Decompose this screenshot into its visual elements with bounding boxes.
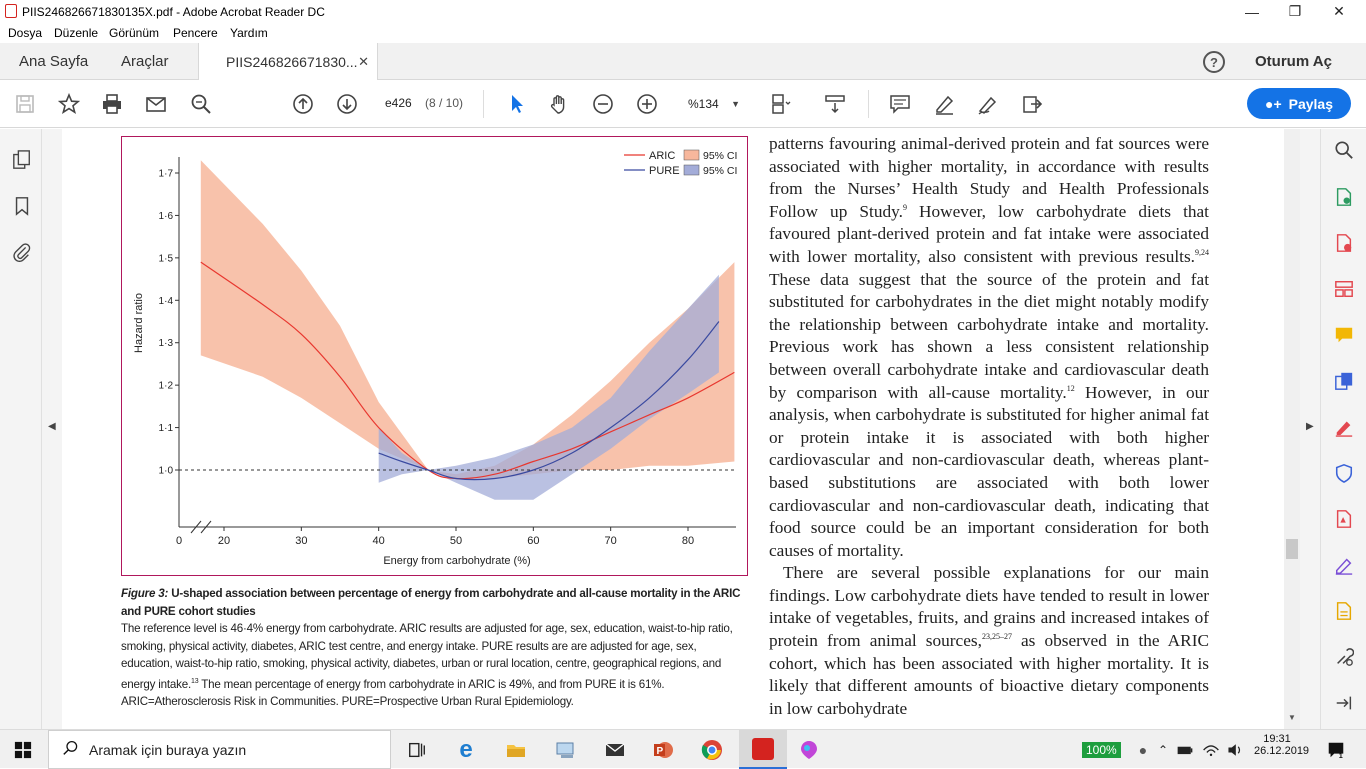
- edge-browser-icon[interactable]: e: [459, 736, 473, 763]
- signin-button[interactable]: Oturum Aç: [1255, 53, 1332, 70]
- citation[interactable]: 12: [1066, 383, 1075, 393]
- expand-panel-icon[interactable]: [1333, 692, 1355, 714]
- tab-tools[interactable]: Araçlar: [121, 53, 169, 70]
- citation[interactable]: 23,25–27: [981, 632, 1012, 642]
- citation[interactable]: 9: [902, 202, 907, 212]
- svg-text:P: P: [656, 746, 664, 757]
- title-bar: [0, 0, 1366, 23]
- window-title: PIIS246826671830135X.pdf - Adobe Acrobat Reader DC: [22, 5, 325, 19]
- add-user-icon: ●+: [1264, 95, 1282, 112]
- menu-bar: [0, 23, 1366, 43]
- scroll-mode-icon[interactable]: [822, 91, 848, 117]
- highlight-pen-icon[interactable]: [931, 91, 957, 117]
- menu-window[interactable]: Pencere: [173, 26, 218, 40]
- p2-part-b: as observed in the ARIC cohort, which has been associated with higher mortality. It is likely that different amounts of bioactive dietary components in low carbohydrate: [769, 631, 1209, 718]
- fill-sign-icon[interactable]: [1333, 416, 1355, 438]
- y-tick-label: 1·4: [158, 295, 173, 307]
- volume-icon[interactable]: [1222, 737, 1248, 763]
- legend-ci-label: 95% CI: [703, 150, 738, 162]
- y-tick-label: 1·3: [158, 338, 173, 350]
- chevron-left-icon: ◀: [48, 421, 56, 432]
- caption-text-2: The mean percentage of energy from carbohydrate in ARIC is 49%, and from PURE it is 61%. ARIC=Atherosclerosis Risk in Communities. PURE=Prospective Urban Rural Epidemiology.: [121, 677, 665, 708]
- legend-swatch-aric: [684, 150, 699, 160]
- legend-swatch-pure: [684, 165, 699, 175]
- more-tools-icon[interactable]: [1333, 646, 1355, 668]
- y-tick-label: 1·1: [158, 423, 173, 435]
- task-view-icon[interactable]: [404, 737, 430, 763]
- page-up-icon[interactable]: [290, 91, 316, 117]
- caption-title: [121, 587, 740, 618]
- taskbar-search-box[interactable]: [48, 730, 391, 769]
- caption-text-1: The reference level is 46·4% energy from carbohydrate. ARIC results are adjusted for age, sex, education, waist-to-hip ratio, smoking, physical activity, diabetes, ARIC test centre, and energy intake. PURE results are are adjusted for age, sex, education, waist-to-hip ratio, smoking, physical activity, diabetes, urban or rural location, centre, geographical regions, and energy intake.: [121, 622, 733, 691]
- toolbar-divider: [483, 90, 484, 118]
- page-count: (8 / 10): [425, 96, 464, 110]
- windows-taskbar: [0, 729, 1366, 768]
- x-tick-label: 20: [217, 535, 231, 547]
- wifi-icon[interactable]: [1198, 737, 1224, 763]
- y-tick-label: 1·2: [158, 380, 173, 392]
- acrobat-taskbar-button[interactable]: [739, 730, 787, 769]
- x-tick-label: 50: [449, 535, 463, 547]
- tab-close-icon[interactable]: ✕: [358, 54, 369, 69]
- x-tick-label: 70: [604, 535, 617, 547]
- comment-icon[interactable]: [887, 91, 913, 117]
- tab-home[interactable]: Ana Sayfa: [19, 53, 89, 70]
- figure-caption: [121, 585, 749, 710]
- x-tick-label: 80: [681, 535, 695, 547]
- hand-tool-icon[interactable]: [546, 91, 572, 117]
- legend-label-pure: PURE: [649, 165, 680, 177]
- chevron-down-icon: ▼: [731, 99, 740, 109]
- export-pdf-icon[interactable]: [1333, 186, 1355, 208]
- page-number-input[interactable]: e426: [385, 96, 412, 110]
- print-icon[interactable]: [99, 91, 125, 117]
- toolbar-divider-2: [868, 90, 869, 118]
- p1-part-a: patterns favouring animal-derived protein and fat sources were associated with higher mortality, in accordance with results from the Nurses’ Health Study and Health Professionals Follow up Study.: [769, 134, 1209, 221]
- menu-help[interactable]: Yardım: [230, 26, 268, 40]
- paragraph-2: [769, 562, 1209, 720]
- x-tick-label: 60: [527, 535, 540, 547]
- chevron-right-icon: ▶: [1306, 421, 1314, 432]
- bookmark-star-icon[interactable]: [56, 91, 82, 117]
- share-file-icon[interactable]: [1019, 91, 1045, 117]
- paint-app-icon[interactable]: [796, 737, 822, 763]
- maximize-button[interactable]: ❐: [1288, 3, 1302, 19]
- p1-part-d: However, in our analysis, when carbohydrate is substituted for higher animal fat or protein intake it is associated with both higher cardiovascular and non-cardiovascular death, whereas plant-based substitutions are associated with both lower cardiovascular and non-cardiovascular death, indicating that food source could be an important consideration for both causes of mortality.: [769, 382, 1210, 560]
- search-placeholder: Aramak için buraya yazın: [89, 741, 247, 758]
- scroll-down-arrow-icon[interactable]: ▼: [1288, 713, 1296, 722]
- battery-percentage[interactable]: 100%: [1082, 742, 1121, 758]
- hazard-ratio-chart: [122, 137, 747, 575]
- help-icon[interactable]: ?: [1203, 51, 1225, 73]
- p1-part-b: However, low carbohydrate diets that favoured plant-derived protein and fat intake were associated with lower mortality, also consistent with previous results.: [769, 201, 1209, 266]
- paragraph-1: [769, 133, 1209, 562]
- x-tick-label: 40: [372, 535, 385, 547]
- share-button-label: Paylaş: [1288, 95, 1333, 112]
- y-axis-label: Hazard ratio: [133, 293, 145, 353]
- p2-part-a: There are several possible explanations for our main findings. Low carbohydrate diets have tended to result in lower intake of vegetables, fruits, and grains and increased intakes of protein from animal sources,: [769, 563, 1209, 651]
- legend-label-aric: ARIC: [649, 150, 676, 162]
- menu-file[interactable]: Dosya: [8, 26, 43, 40]
- windows-start-icon[interactable]: [10, 737, 36, 763]
- page-display-icon[interactable]: [768, 91, 794, 117]
- zoom-value: %134: [688, 97, 719, 111]
- attachments-icon[interactable]: [11, 241, 33, 263]
- y-tick-label: 1·0: [158, 465, 173, 477]
- organize-pages-icon[interactable]: [1333, 278, 1355, 300]
- select-cursor-icon[interactable]: [503, 91, 529, 117]
- right-tools-pane: [1320, 129, 1366, 729]
- page-thumbnails-icon[interactable]: [11, 149, 33, 171]
- minimize-button[interactable]: —: [1245, 3, 1259, 20]
- share-button[interactable]: [1247, 88, 1351, 119]
- x-tick-label: 0: [175, 535, 183, 547]
- legend-ci-label: 95% CI: [703, 165, 738, 177]
- chrome-icon[interactable]: [699, 737, 725, 763]
- clock[interactable]: [1254, 733, 1310, 757]
- people-icon[interactable]: ●: [1138, 742, 1148, 758]
- clock-time: 19:31: [1263, 733, 1291, 745]
- figure-3: [121, 136, 748, 576]
- tab-document-label: PIIS246826671830...: [226, 54, 358, 70]
- vertical-scrollbar[interactable]: [1284, 129, 1300, 729]
- document-view[interactable]: [62, 129, 1284, 729]
- zoom-out-icon[interactable]: [590, 91, 616, 117]
- clock-date: 26.12.2019: [1254, 745, 1310, 757]
- chevron-up-icon[interactable]: ⌃: [1157, 743, 1169, 757]
- scrollbar-thumb[interactable]: [1286, 539, 1298, 559]
- p1-part-c: These data suggest that the source of the protein and fat substituted for carbohydrates in the diet might notably modify the relationship between carbohydrate intake and mortality. Previous work has shown a less consistent relationship between overall carbohydrate intake and cardiovascular death by comparison with all-cause mortality.: [769, 269, 1209, 402]
- menu-view[interactable]: Görünüm: [109, 26, 160, 40]
- citation[interactable]: 9,24: [1195, 247, 1209, 257]
- create-pdf-icon[interactable]: [1333, 232, 1355, 254]
- body-text: [769, 133, 1209, 720]
- right-pane-toggle[interactable]: [1300, 129, 1320, 729]
- mail-icon[interactable]: [602, 737, 628, 763]
- search-icon[interactable]: [188, 91, 214, 117]
- battery-icon[interactable]: [1172, 737, 1198, 763]
- x-tick-label: 30: [295, 535, 308, 547]
- combine-files-icon[interactable]: [1333, 370, 1355, 392]
- send-for-review-icon[interactable]: [1333, 600, 1355, 622]
- computer-icon[interactable]: [553, 737, 579, 763]
- protect-icon[interactable]: [1333, 462, 1355, 484]
- left-pane-toggle[interactable]: [42, 129, 62, 729]
- search-icon: [63, 740, 79, 759]
- sign-icon[interactable]: [975, 91, 1001, 117]
- email-icon[interactable]: [143, 91, 169, 117]
- comment-tool-icon[interactable]: [1333, 324, 1355, 346]
- toolbar: [0, 80, 1366, 128]
- zoom-search-icon[interactable]: [1333, 139, 1355, 161]
- save-icon[interactable]: [12, 91, 38, 117]
- bookmarks-icon[interactable]: [11, 195, 33, 217]
- caption-text: [121, 620, 749, 710]
- file-explorer-icon[interactable]: [503, 737, 529, 763]
- signature-icon[interactable]: [1333, 554, 1355, 576]
- x-axis-label: Energy from carbohydrate (%): [383, 555, 531, 567]
- acrobat-icon: [752, 738, 774, 760]
- caption-label: Figure 3:: [121, 587, 169, 600]
- menu-edit[interactable]: Düzenle: [54, 26, 99, 40]
- notifications-icon[interactable]: [1323, 737, 1349, 763]
- pdf-tools-icon[interactable]: [1333, 508, 1355, 530]
- y-tick-label: 1·6: [158, 210, 173, 222]
- zoom-dropdown[interactable]: [680, 94, 746, 114]
- left-navigation-pane: [0, 129, 42, 729]
- y-tick-label: 1·5: [158, 253, 173, 265]
- caption-ref: 13: [191, 677, 199, 685]
- ci-band-aric: [201, 160, 738, 478]
- close-button[interactable]: ✕: [1333, 3, 1345, 19]
- zoom-in-icon[interactable]: [634, 91, 660, 117]
- y-tick-label: 1·7: [158, 168, 173, 180]
- caption-title-text: U-shaped association between percentage of energy from carbohydrate and all-cause mortality in the ARIC and PURE cohort studies: [121, 587, 741, 618]
- page-down-icon[interactable]: [334, 91, 360, 117]
- powerpoint-icon[interactable]: [650, 737, 676, 763]
- ci-band-pure: [379, 275, 719, 500]
- acrobat-app-icon: [5, 4, 17, 18]
- tab-document[interactable]: [198, 43, 378, 81]
- tab-bar: [0, 43, 1366, 80]
- svg-text:1: 1: [1338, 751, 1343, 760]
